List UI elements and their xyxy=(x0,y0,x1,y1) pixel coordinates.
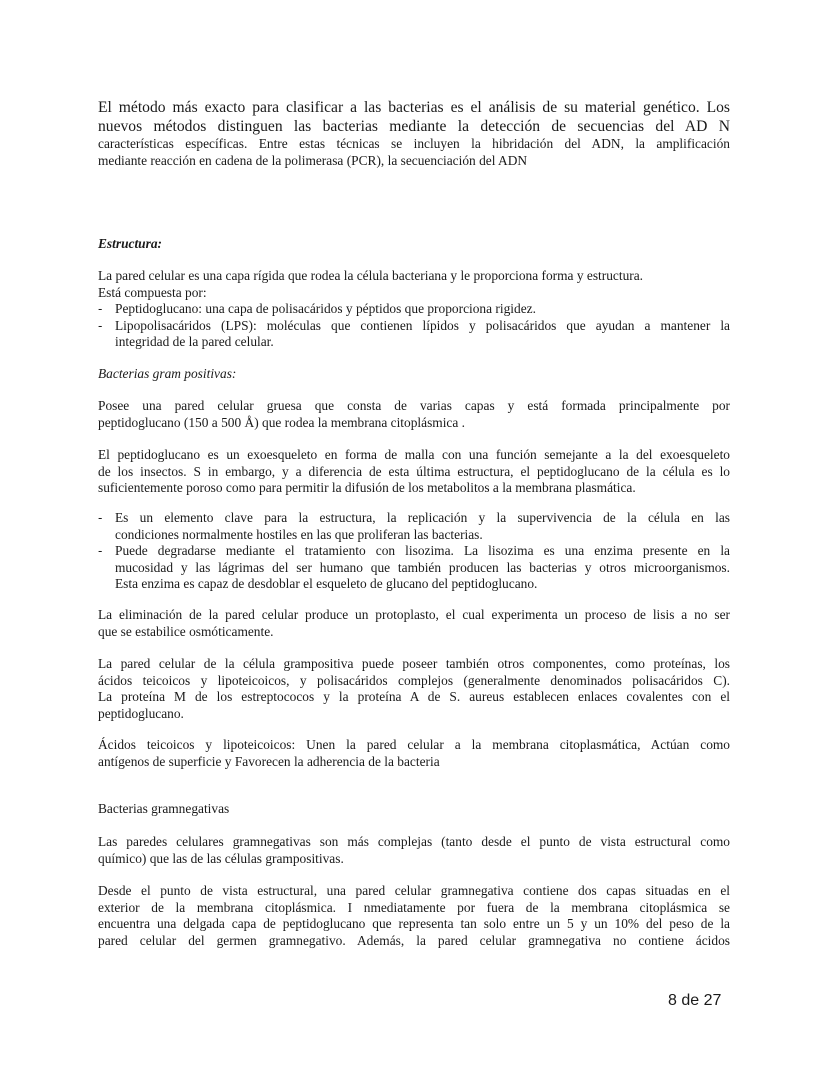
gram-positivas-paragraph-1 xyxy=(98,398,730,431)
text-line: que se estabilice osmóticamente. xyxy=(98,623,274,639)
text-line: Peptidoglucano: una capa de polisacáridos y péptidos que proporciona rigidez. xyxy=(115,301,536,316)
text-line: peptidoglucano. xyxy=(98,705,184,721)
text-line: Está compuesta por: xyxy=(98,284,207,300)
section-heading-gram-positivas: Bacterias gram positivas: xyxy=(98,366,237,381)
text-line: pared celular del germen gramnegativo. Además, la pared celular gramnegativa no contiene ácidos xyxy=(98,932,730,948)
text-line: El método más exacto para clasificar a las bacterias es el análisis de su material genético. Los xyxy=(98,99,730,116)
text-line: Posee una pared celular gruesa que consta de varias capas y está formada principalmente por xyxy=(98,398,730,413)
list-item xyxy=(98,318,730,351)
gram-positivas-paragraph-2 xyxy=(98,447,730,497)
text-line: Ácidos teicoicos y lipoteicoicos: Unen la pared celular a la membrana citoplasmática, Actúan como xyxy=(98,737,730,752)
text-line: de los insectos. S in embargo, y a diferencia de esta última estructura, el peptidoglucano de la célula es lo xyxy=(98,463,730,479)
gram-positivas-bullet-list xyxy=(98,510,730,593)
gram-negativas-paragraph-1 xyxy=(98,834,730,867)
text-line: ácidos teicoicos y lipoteicoicos, y polisacáridos complejos (generalmente denominados polisacáridos C). xyxy=(98,672,730,688)
text-line: La eliminación de la pared celular produce un protoplasto, el cual experimenta un proceso de lisis a no ser xyxy=(98,607,730,622)
list-item xyxy=(98,301,730,318)
bullet-dash-icon: - xyxy=(98,301,103,316)
text-line: características específicas. Entre estas técnicas se incluyen la hibridación del ADN, la amplificación xyxy=(98,136,730,151)
text-line: La pared celular de la célula grampositiva puede poseer también otros componentes, como proteínas, los xyxy=(98,656,730,671)
section-heading-estructura: Estructura: xyxy=(98,236,162,251)
bullet-dash-icon: - xyxy=(98,317,103,333)
text-line: La pared celular es una capa rígida que rodea la célula bacteriana y le proporciona forma y estructura. xyxy=(98,268,644,283)
text-line: encuentra una delgada capa de peptidoglucano que representa tan solo entre un 5 y un 10% del peso de la xyxy=(98,916,730,932)
text-line: químico) que las de las células grampositivas. xyxy=(98,850,344,866)
text-line: integridad de la pared celular. xyxy=(115,334,274,350)
estructura-bullet-list xyxy=(98,301,730,351)
text-line: mucosidad y las lágrimas del ser humano que también producen las bacterias y otros microorganismos. xyxy=(115,559,730,575)
intro-paragraph xyxy=(98,99,730,169)
page-number: 8 de 27 xyxy=(668,992,722,1009)
text-line: La proteína M de los estreptococos y la proteína A de S. aureus establecen enlaces covalentes con el xyxy=(98,689,730,705)
text-line: nuevos métodos distinguen las bacterias mediante la detección de secuencias del AD N xyxy=(98,117,730,135)
gram-positivas-paragraph-5 xyxy=(98,737,730,770)
section-heading-gram-negativas: Bacterias gramnegativas xyxy=(98,801,230,816)
list-item xyxy=(98,543,730,593)
text-line: Lipopolisacáridos (LPS): moléculas que contienen lípidos y polisacáridos que ayudan a mantener la xyxy=(115,317,730,333)
gram-negativas-paragraph-2 xyxy=(98,883,730,949)
text-line: El peptidoglucano es un exoesqueleto en forma de malla con una función semejante a la del exoesqueleto xyxy=(98,447,730,462)
text-line: peptidoglucano (150 a 500 Å) que rodea la membrana citoplásmica . xyxy=(98,414,466,430)
gram-positivas-paragraph-3 xyxy=(98,607,730,640)
text-line: condiciones normalmente hostiles en las que proliferan las bacterias. xyxy=(115,526,483,542)
text-line: mediante reacción en cadena de la polimerasa (PCR), la secuenciación del ADN xyxy=(98,152,528,168)
bullet-dash-icon: - xyxy=(98,510,103,525)
text-line: Es un elemento clave para la estructura, la replicación y la supervivencia de la célula en las xyxy=(115,510,730,525)
text-line: Las paredes celulares gramnegativas son más complejas (tanto desde el punto de vista estructural como xyxy=(98,834,730,849)
text-line: Puede degradarse mediante el tratamiento con lisozima. La lisozima es una enzima presente en la xyxy=(115,543,730,559)
list-item xyxy=(98,510,730,543)
text-line: Desde el punto de vista estructural, una pared celular gramnegativa contiene dos capas situadas en el xyxy=(98,883,730,898)
bullet-dash-icon: - xyxy=(98,543,103,559)
text-line: antígenos de superficie y Favorecen la adherencia de la bacteria xyxy=(98,753,440,769)
text-line: exterior de la membrana citoplásmica. I nmediatamente por fuera de la membrana citoplásmica se xyxy=(98,899,730,915)
gram-positivas-paragraph-4 xyxy=(98,656,730,722)
estructura-paragraph xyxy=(98,268,730,301)
text-line: Esta enzima es capaz de desdoblar el esqueleto de glucano del peptidoglucano. xyxy=(115,576,538,592)
text-line: suficientemente poroso como para permitir la difusión de los metabolitos a la membrana plasmática. xyxy=(98,480,636,496)
